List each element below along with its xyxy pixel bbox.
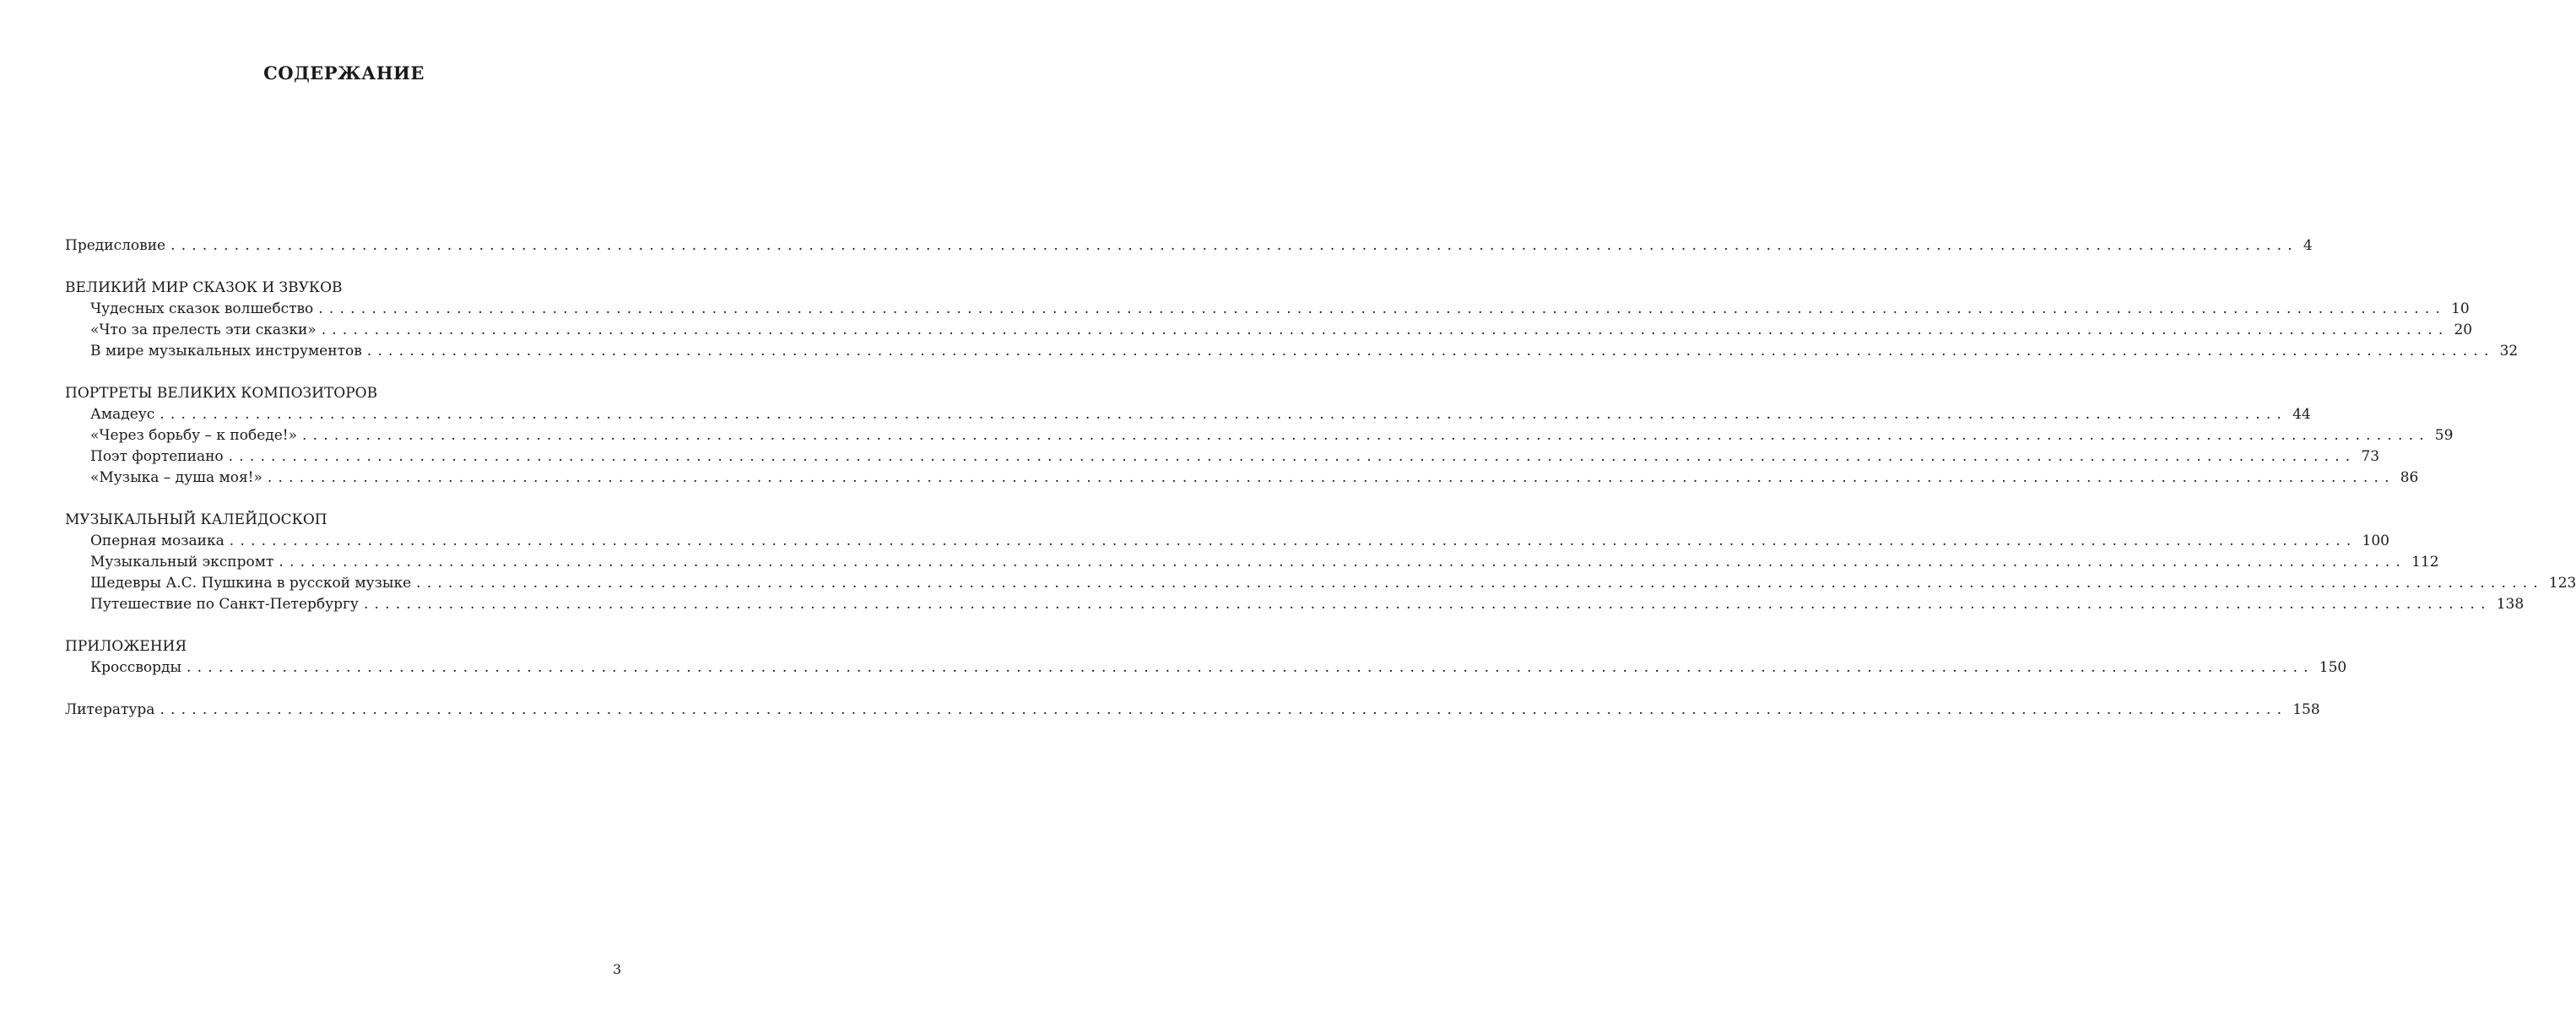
table-of-contents: [65, 235, 2576, 721]
dot-leader: ........................................................................................................................................................................................................: [363, 596, 2492, 613]
toc-entry: [65, 320, 2473, 341]
toc-entry: [65, 425, 2454, 446]
toc-entry-text: Литература: [65, 701, 155, 718]
toc-entry-text: Амадеус: [90, 406, 155, 423]
toc-entry-text: Путешествие по Санкт-Петербургу: [90, 596, 359, 613]
toc-entry-text: Музыкальный экспромт: [90, 554, 274, 570]
toc-entry-preface: [65, 235, 2313, 257]
toc-entry: [65, 299, 2470, 320]
toc-entry: [65, 531, 2389, 552]
toc-entry-page: 112: [2411, 554, 2439, 570]
toc-entry-text: Кроссворды: [90, 659, 182, 676]
toc-entry-page: 73: [2361, 448, 2380, 465]
toc-entry-text: Шедевры А.С. Пушкина в русской музыке: [90, 575, 412, 592]
dot-leader: ........................................................................................................................................................................................................: [279, 554, 2407, 570]
toc-entry-page: 4: [2303, 237, 2313, 254]
toc-entry-page: 86: [2400, 469, 2419, 486]
dot-leader: ........................................................................................................................................................................................................: [302, 427, 2430, 444]
toc-entry: [65, 657, 2347, 679]
dot-leader: ........................................................................................................................................................................................................: [416, 575, 2544, 592]
toc-entry-page: 59: [2434, 427, 2454, 444]
toc-entry: [65, 552, 2439, 573]
toc-entry: [65, 594, 2525, 615]
toc-entry-page: 100: [2362, 533, 2389, 549]
dot-leader: ........................................................................................................................................................................................................: [228, 448, 2357, 465]
toc-entry: [65, 573, 2576, 594]
toc-entry-page: 123: [2548, 575, 2576, 592]
toc-entry-literature: [65, 700, 2320, 721]
dot-leader: ........................................................................................................................................................................................................: [267, 469, 2395, 486]
dot-leader: ........................................................................................................................................................................................................: [366, 343, 2495, 360]
dot-leader: ........................................................................................................................................................................................................: [321, 322, 2449, 338]
toc-entry-page: 20: [2454, 322, 2473, 338]
toc-entry-text: Поэт фортепиано: [90, 448, 224, 465]
dot-leader: ........................................................................................................................................................................................................: [229, 533, 2357, 549]
toc-entry-page: 44: [2292, 406, 2311, 423]
toc-entry: [65, 468, 2419, 489]
page-number: 3: [613, 961, 622, 977]
dot-leader: ........................................................................................................................................................................................................: [170, 237, 2298, 254]
toc-entry-text: Предисловие: [65, 237, 166, 254]
section-heading: ПОРТРЕТЫ ВЕЛИКИХ КОМПОЗИТОРОВ: [65, 385, 378, 402]
dot-leader: ........................................................................................................................................................................................................: [160, 701, 2288, 718]
toc-entry-page: 32: [2499, 343, 2519, 360]
toc-entry: [65, 446, 2380, 468]
toc-entry: [65, 404, 2311, 425]
toc-entry-text: «Что за прелесть эти сказки»: [90, 322, 317, 338]
toc-entry: [65, 341, 2519, 362]
section-heading: ВЕЛИКИЙ МИР СКАЗОК И ЗВУКОВ: [65, 279, 343, 296]
page-title: СОДЕРЖАНИЕ: [263, 62, 425, 84]
toc-entry-page: 138: [2496, 596, 2525, 613]
toc-entry-text: В мире музыкальных инструментов: [90, 343, 362, 360]
toc-entry-text: Оперная мозаика: [90, 533, 225, 549]
toc-entry-text: «Музыка – душа моя!»: [90, 469, 262, 486]
section-heading: ПРИЛОЖЕНИЯ: [65, 638, 187, 655]
toc-entry-text: Чудесных сказок волшебство: [90, 300, 314, 317]
toc-entry-page: 158: [2292, 701, 2320, 718]
toc-entry-page: 10: [2451, 300, 2470, 317]
dot-leader: ........................................................................................................................................................................................................: [187, 659, 2314, 676]
toc-entry-text: «Через борьбу – к победе!»: [90, 427, 298, 444]
dot-leader: ........................................................................................................................................................................................................: [318, 300, 2447, 317]
dot-leader: ........................................................................................................................................................................................................: [160, 406, 2288, 423]
section-heading: МУЗЫКАЛЬНЫЙ КАЛЕЙДОСКОП: [65, 511, 327, 528]
toc-entry-page: 150: [2319, 659, 2347, 676]
